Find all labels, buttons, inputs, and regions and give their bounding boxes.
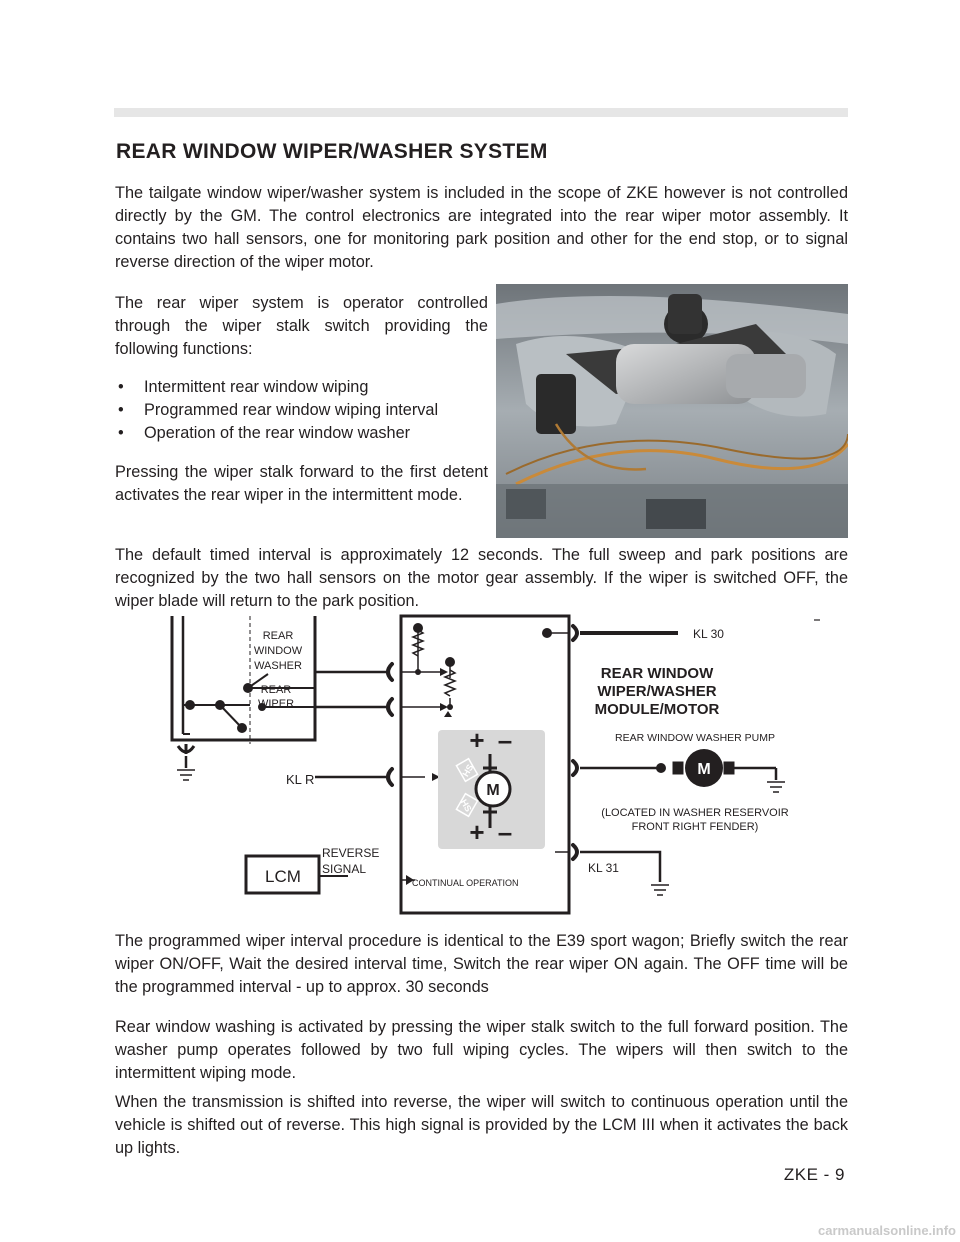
- washing-paragraph: Rear window washing is activated by pressing the wiper stalk switch to the full forward position. The washer pump operates followed by two full wiping cycles. The wipers will then switch to the intermittent wiping mode.: [115, 1018, 848, 1082]
- bullet-icon: •: [118, 424, 124, 442]
- pump-location-2: FRONT RIGHT FENDER): [631, 821, 759, 833]
- wiring-diagram: [150, 606, 850, 918]
- lcm-label: LCM: [265, 867, 301, 886]
- wiper-motor-photo: [496, 284, 848, 538]
- detent-paragraph: Pressing the wiper stalk forward to the first detent activates the rear wiper in the intermittent mode.: [115, 463, 488, 504]
- pump-location-1: (LOCATED IN WASHER RESERVOIR: [601, 807, 789, 819]
- minus-bottom: –: [497, 817, 513, 847]
- window-label: WINDOW: [253, 645, 303, 657]
- module-title-1: REAR WINDOW: [600, 665, 714, 682]
- hall-sensor-1: HS: [460, 762, 476, 779]
- page-number: ZKE - 9: [783, 1165, 845, 1184]
- motor-symbol: M: [486, 782, 500, 799]
- plus-bottom: +: [469, 817, 485, 847]
- minus-top: –: [497, 725, 513, 755]
- pump-label: REAR WINDOW WASHER PUMP: [614, 732, 776, 744]
- kl30-label: KL 30: [693, 627, 724, 641]
- klr-label: KL R: [286, 772, 315, 787]
- function-list: [115, 376, 438, 445]
- interval-paragraph: The default timed interval is approximately 12 seconds. The full sweep and park positions are recognized by the two hall sensors on the motor gear assembly. If the wiper is switched OFF, the wiper blade will return to the park position.: [115, 546, 848, 610]
- page-title: REAR WINDOW WIPER/WASHER SYSTEM: [116, 140, 548, 163]
- watermark: carmanualsonline.info: [818, 1223, 956, 1238]
- rear-label: REAR: [262, 630, 294, 642]
- continual-operation-label: CONTINUAL OPERATION: [412, 878, 519, 888]
- hall-sensor-2: HS: [458, 797, 474, 814]
- header-rule: [114, 108, 848, 117]
- washer-label: WASHER: [254, 660, 302, 672]
- bullet-icon: •: [118, 401, 124, 419]
- list-item: • Intermittent rear window wiping: [115, 376, 438, 399]
- module-title-3: MODULE/MOTOR: [594, 701, 720, 718]
- intro-paragraph: The tailgate window wiper/washer system is included in the scope of ZKE however is not controlled directly by the GM. The control electronics are integrated into the rear wiper motor assembly. It contains two hall sensors, one for monitoring park position and other for the end stop, or to signal reverse direction of the wiper motor.: [115, 184, 848, 271]
- programmed-interval-paragraph: The programmed wiper interval procedure is identical to the E39 sport wagon; Briefly switch the rear wiper ON/OFF, Wait the desired interval time, Switch the rear wiper ON again. The OFF time will be the programmed interval - up to approx. 30 seconds: [115, 932, 848, 996]
- rear-wiper-label-2: WIPER: [257, 698, 295, 710]
- operator-paragraph: The rear wiper system is operator controlled through the wiper stalk switch providing the following functions:: [115, 294, 488, 358]
- kl31-label: KL 31: [588, 861, 619, 875]
- reverse-paragraph: When the transmission is shifted into reverse, the wiper will switch to continuous operation until the vehicle is shifted out of reverse. This high signal is provided by the LCM III when it activates the back up lights.: [115, 1093, 848, 1157]
- plus-top: +: [469, 725, 485, 755]
- wiper-motor-illustration: [496, 284, 848, 538]
- module-title-2: WIPER/WASHER: [597, 683, 717, 700]
- rear-wiper-label-1: REAR: [260, 684, 292, 696]
- list-item: • Operation of the rear window washer: [115, 422, 438, 445]
- list-item: • Programmed rear window wiping interval: [115, 399, 438, 422]
- reverse-label: REVERSE: [322, 846, 380, 860]
- wiring-diagram-svg: [150, 606, 850, 918]
- pump-motor-symbol: M: [697, 761, 711, 778]
- bullet-icon: •: [118, 378, 124, 396]
- signal-label: SIGNAL: [322, 862, 367, 876]
